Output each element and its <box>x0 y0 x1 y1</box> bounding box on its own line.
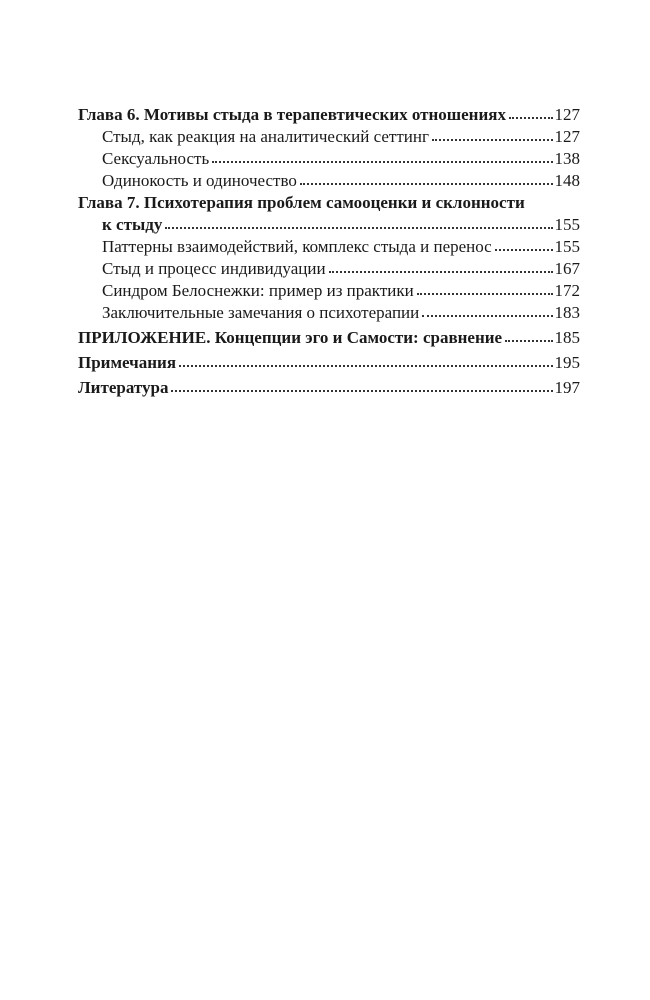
dot-leader <box>505 336 552 342</box>
dot-leader <box>422 311 552 317</box>
dot-leader <box>495 245 553 251</box>
toc-entry-notes[interactable] <box>78 352 580 374</box>
toc-entry-title: Паттерны взаимодействий, комплекс стыда и перенос <box>102 237 492 256</box>
dot-leader <box>179 361 552 367</box>
dot-leader <box>165 223 552 229</box>
toc-entry-page: 155 <box>554 215 580 234</box>
toc-entry-page: 197 <box>554 378 580 397</box>
toc-entry-title: к стыду <box>102 215 163 234</box>
dot-leader <box>171 386 552 392</box>
dot-leader <box>432 135 553 141</box>
toc-entry-page: 183 <box>554 303 580 322</box>
table-of-contents <box>78 104 580 399</box>
toc-entry-title: Сексуальность <box>102 149 210 168</box>
toc-entry[interactable] <box>78 170 580 192</box>
toc-entry[interactable] <box>78 126 580 148</box>
toc-entry[interactable] <box>78 236 580 258</box>
toc-entry-title: Заключительные замечания о психотерапии <box>102 303 420 322</box>
toc-entry[interactable] <box>78 148 580 170</box>
toc-entry[interactable] <box>78 302 580 324</box>
toc-entry-page: 138 <box>554 149 580 168</box>
toc-entry-page: 195 <box>554 353 580 372</box>
toc-entry-page: 148 <box>554 171 580 190</box>
dot-leader <box>509 113 553 119</box>
toc-entry-literature[interactable] <box>78 377 580 399</box>
toc-entry-chapter-7-title[interactable]: Глава 7. Психотерапия проблем самооценки и склонности <box>78 193 525 212</box>
dot-leader <box>417 289 553 295</box>
toc-entry-title: Примечания <box>78 353 177 372</box>
toc-entry-title: Одинокость и одиночество <box>102 171 297 190</box>
toc-entry-page: 172 <box>554 281 580 300</box>
toc-entry[interactable] <box>78 258 580 280</box>
toc-entry-chapter-7[interactable] <box>78 214 580 236</box>
toc-entry-title: ПРИЛОЖЕНИЕ. Концепции эго и Самости: сравнение <box>78 328 503 347</box>
toc-entry-title: Глава 6. Мотивы стыда в терапевтических отношениях <box>78 105 506 124</box>
dot-leader <box>300 179 553 185</box>
toc-entry-title: Стыд, как реакция на аналитический сеттинг <box>102 127 429 146</box>
toc-entry-page: 167 <box>554 259 580 278</box>
dot-leader <box>212 157 552 163</box>
toc-entry-appendix[interactable] <box>78 327 580 349</box>
toc-entry[interactable] <box>78 280 580 302</box>
toc-entry-chapter-6[interactable] <box>78 104 580 126</box>
toc-entry-page: 127 <box>554 127 580 146</box>
toc-entry-title: Стыд и процесс индивидуации <box>102 259 326 278</box>
toc-entry-page: 127 <box>554 105 580 124</box>
toc-entry-page: 155 <box>554 237 580 256</box>
toc-entry-title: Синдром Белоснежки: пример из практики <box>102 281 414 300</box>
toc-entry-title: Литература <box>78 378 169 397</box>
dot-leader <box>329 267 553 273</box>
toc-entry-page: 185 <box>554 328 580 347</box>
